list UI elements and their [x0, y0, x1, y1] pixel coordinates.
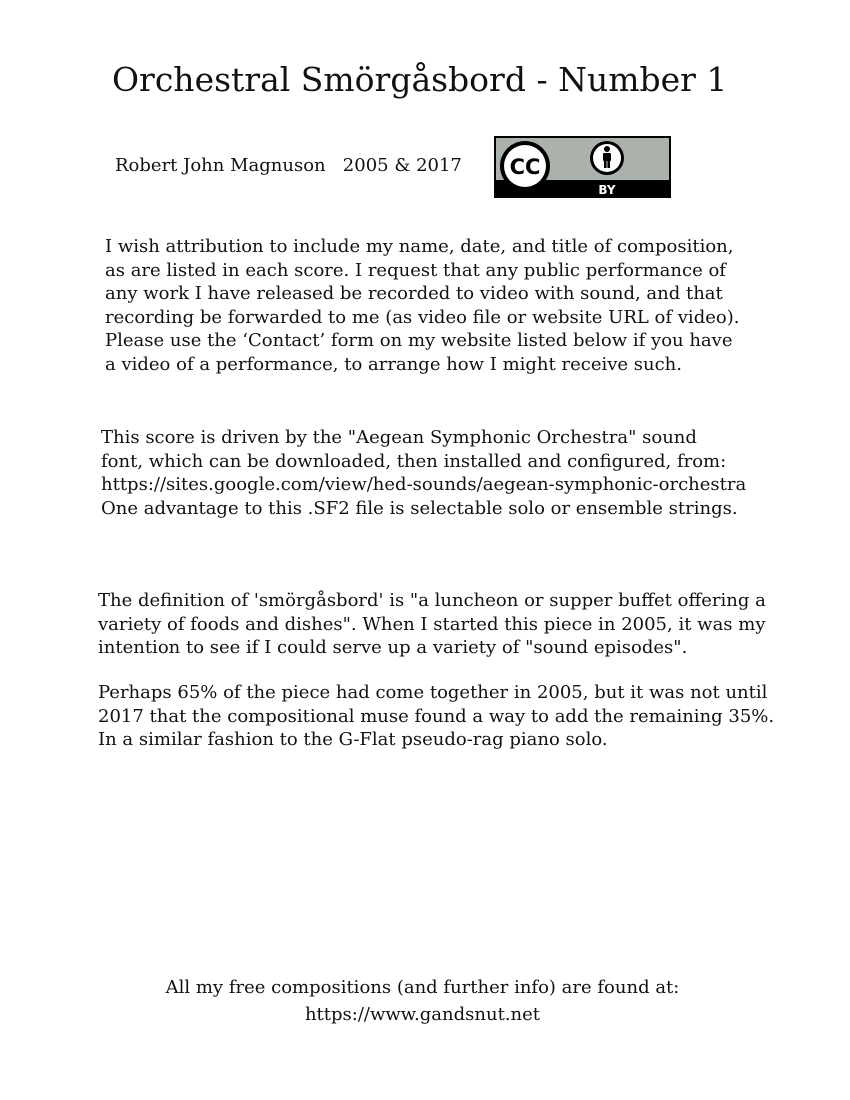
attribution-paragraph: [105, 235, 739, 376]
composition-years: 2005 & 2017: [342, 155, 462, 176]
paragraph-line: a video of a performance, to arrange how I might receive such.: [105, 353, 682, 375]
definition-paragraph: [98, 589, 766, 660]
paragraph-line: One advantage to this .SF2 file is selectable solo or ensemble strings.: [101, 497, 738, 519]
paragraph-line: This score is driven by the "Aegean Symphonic Orchestra" sound: [101, 427, 697, 448]
page-title: Orchestral Smörgåsbord - Number 1: [112, 60, 728, 99]
paragraph-line: as are listed in each score. I request that any public performance of: [105, 259, 726, 281]
paragraph-line: intention to see if I could serve up a variety of "sound episodes".: [98, 637, 688, 658]
paragraph-line: Perhaps 65% of the piece had come together in 2005, but it was not until: [98, 682, 768, 703]
cc-text: CC: [509, 155, 541, 179]
paragraph-line: any work I have released be recorded to video with sound, and that: [105, 283, 723, 304]
byline: [115, 154, 462, 178]
by-text: BY: [598, 183, 616, 197]
footer: [0, 974, 845, 1028]
soundfont-url: https://sites.google.com/view/hed-sounds/aegean-symphonic-orchestra: [101, 474, 747, 495]
paragraph-line: In a similar fashion to the G-Flat pseudo-rag piano solo.: [98, 729, 608, 750]
author-name: Robert John Magnuson: [115, 155, 326, 176]
paragraph-line: 2017 that the compositional muse found a way to add the remaining 35%.: [98, 705, 775, 727]
paragraph-line: I wish attribution to include my name, date, and title of composition,: [105, 236, 734, 257]
footer-text: All my free compositions (and further info) are found at:: [165, 977, 680, 998]
paragraph-line: The definition of 'smörgåsbord' is "a luncheon or supper buffet offering a: [98, 590, 766, 611]
paragraph-line: font, which can be downloaded, then installed and configured, from:: [101, 450, 727, 472]
creative-commons-by-icon: [494, 136, 671, 198]
soundfont-paragraph: [101, 426, 746, 520]
paragraph-line: Please use the ‘Contact’ form on my website listed below if you have: [105, 330, 733, 351]
paragraph-line: recording be forwarded to me (as video file or website URL of video).: [105, 306, 740, 328]
paragraph-line: variety of foods and dishes". When I started this piece in 2005, it was my: [98, 613, 766, 635]
website-url: https://www.gandsnut.net: [304, 1004, 541, 1025]
history-paragraph: [98, 681, 774, 752]
